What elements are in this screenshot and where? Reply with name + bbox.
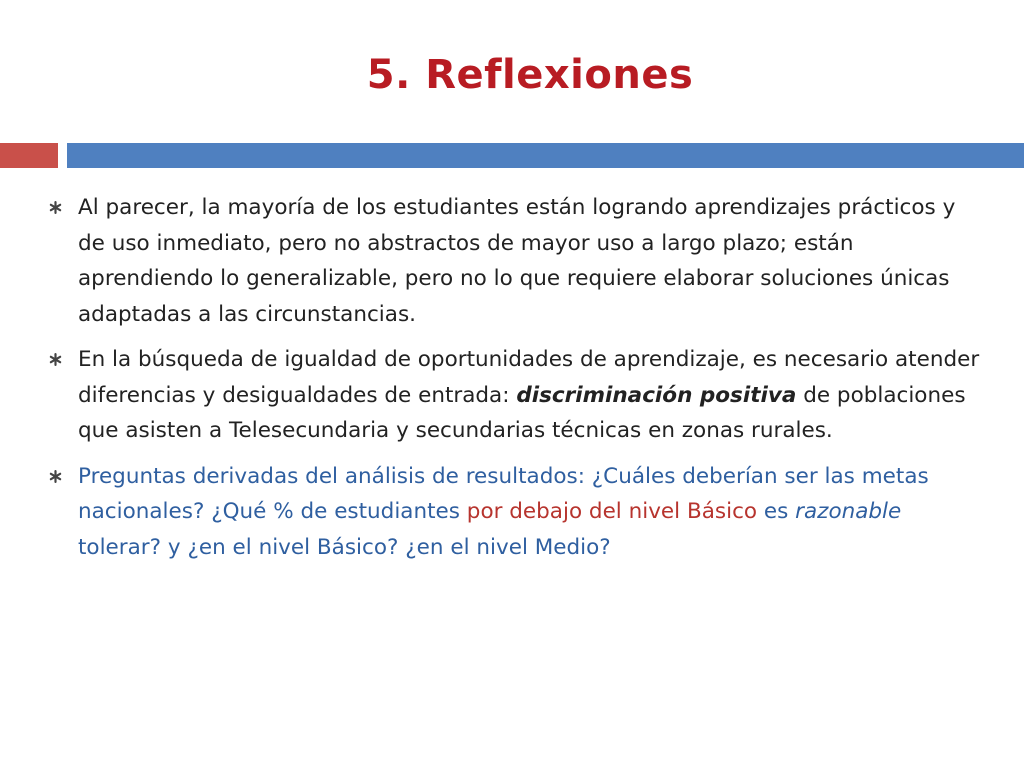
bullet-text-continued: de poblaciones que asisten a Telesecundaria y secundarias técnicas en zonas rurales. [78,382,966,443]
question-text-end: tolerar? y ¿en el nivel Básico? ¿en el nivel Medio? [78,534,611,560]
italic-term: razonable [795,499,902,524]
star-bullet-icon [45,342,67,377]
question-text: Preguntas derivadas del análisis de resultados: ¿Cuáles deberían ser las metas nacionales? ¿Qué % de estudiantes [78,463,929,524]
slide-title: 5. Reflexiones [366,52,694,98]
bullet-text: Al parecer, la mayoría de los estudiantes están logrando aprendizajes prácticos y de uso inmediato, pero no abstractos de mayor uso a largo plazo; están aprendiendo lo generalizable, pero no lo que requiere elaborar soluciones únicas adaptadas a las circunstancias. [78,195,956,327]
star-bullet-icon [45,190,67,225]
highlighted-phrase: por debajo del nivel Básico [466,499,758,524]
bullet-text: En la búsqueda de igualdad de oportunidades de aprendizaje, es necesario atender diferencias y desigualdades de entrada: [78,347,980,408]
bullet-item-2 [45,342,985,449]
bullet-item-1 [45,190,985,332]
bullet-list [45,190,985,575]
bullet-item-3 [45,459,985,566]
star-bullet-icon [45,459,67,494]
question-text-continued: es [757,499,796,524]
emphasized-term: discriminación positiva [516,382,797,408]
header-bar-left [0,143,58,168]
header-bar-right [67,143,1024,168]
